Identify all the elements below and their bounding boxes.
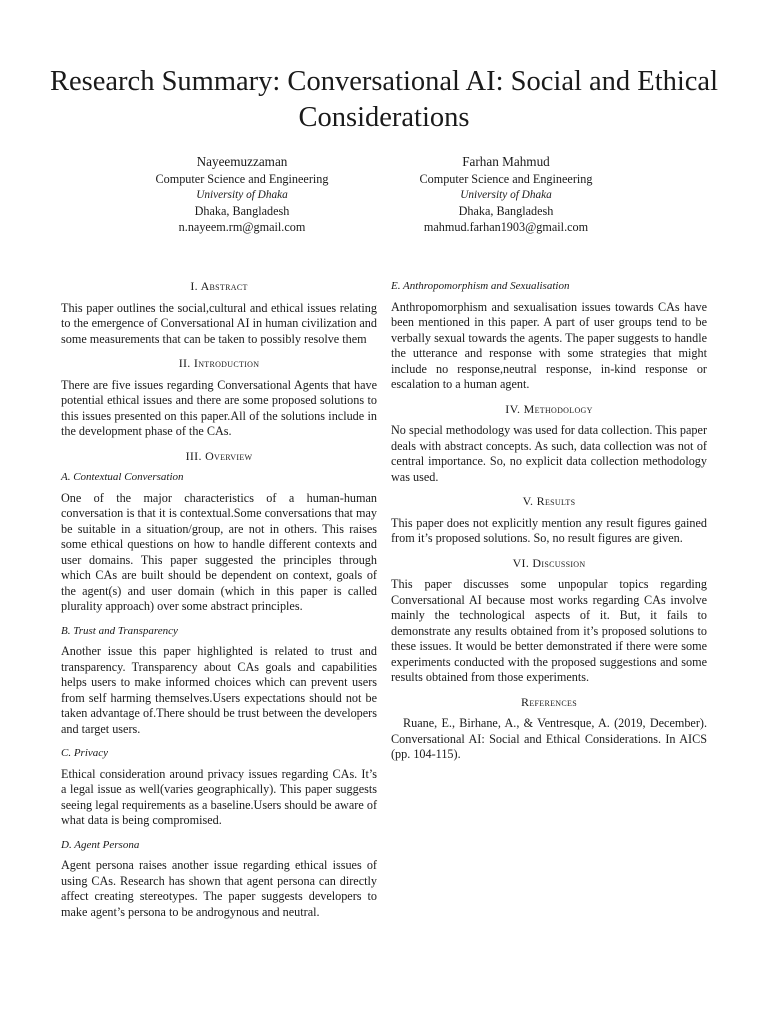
subsection-heading-trust: B. Trust and Transparency xyxy=(61,624,178,637)
introduction-text: There are five issues regarding Conversational Agents that have potential ethical issues and there are some proposed solutions to this issues presented on this paper.All of the solutions include in the development phase of the CAs. xyxy=(61,377,377,438)
results-heading: V. Results xyxy=(522,494,576,508)
author-university: University of Dhaka xyxy=(196,189,288,201)
subsection-heading-persona: D. Agent Persona xyxy=(61,838,140,851)
subsection-text-contextual: One of the major characteristics of a human-human conversation is that it is contextual.Some conversations that may be suitable in a situation/group, are not in others. This raises some ethical questions on how to handle different contexts and user domains. This paper suggested the principles through which CAs are built should be dependent on context, goals of the agent(s) and user domain (which in this paper is called plurality approach) over some abstract principles. xyxy=(61,490,377,613)
right-column xyxy=(391,279,707,772)
author-name: Nayeemuzzaman xyxy=(196,154,288,169)
reference-entry: Ruane, E., Birhane, A., & Ventresque, A. (2019, December). Conversational AI: Social and Ethical Considerations. In AICS (pp. 104-115). xyxy=(391,716,707,761)
paper-title: Research Summary: Conversational AI: Social and Ethical Considerations xyxy=(50,66,718,133)
subsection-heading-anthropomorphism: E. Anthropomorphism and Sexualisation xyxy=(391,280,570,292)
subsection-text-privacy: Ethical consideration around privacy issues regarding CAs. It’s a legal issue as well(varies geographically). This paper suggests seeing legal requirements as a baseline.Users should be aware of what data is being compromised. xyxy=(61,766,377,827)
overview-heading: III. Overview xyxy=(185,448,253,463)
subsection-heading-contextual: A. Contextual Conversation xyxy=(61,471,184,483)
subsection-heading-privacy: C. Privacy xyxy=(61,747,109,759)
abstract-text: This paper outlines the social,cultural and ethical issues relating to the emergence of Conversational AI in human civilization and some measurements that can be taken to possibly resolve them xyxy=(61,300,377,346)
author-email: mahmud.farhan1903@gmail.com xyxy=(423,220,589,234)
author-block-2 xyxy=(376,153,636,235)
author-block-1 xyxy=(112,153,372,235)
introduction-heading: II. Introduction xyxy=(178,356,260,370)
discussion-text: This paper discusses some unpopular topics regarding Conversational AI because most works regarding CAs involve mainly the technological aspects of it. But, it fails to demonstrate any results obtained from it’s proposed solutions to these issues. It would be better demonstrated if there were some experiments conducted with the proposed suggestions and some results obtained from those experiments. xyxy=(391,577,707,684)
author-name: Farhan Mahmud xyxy=(462,154,550,169)
abstract-heading: I. Abstract xyxy=(190,279,248,293)
references-heading: References xyxy=(521,694,577,709)
discussion-heading: VI. Discussion xyxy=(512,555,586,570)
results-text: This paper does not explicitly mention any result figures gained from it’s proposed solutions. So, no result figures are given. xyxy=(391,515,707,545)
author-university: University of Dhaka xyxy=(460,189,552,201)
methodology-heading: IV. Methodology xyxy=(505,401,593,416)
left-column xyxy=(61,279,377,929)
author-location: Dhaka, Bangladesh xyxy=(458,204,554,218)
methodology-text: No special methodology was used for data collection. This paper deals with abstract concepts. As such, data collection was not of central importance. So, no explicit data collection methodology was used. xyxy=(391,423,707,484)
author-email: n.nayeem.rm@gmail.com xyxy=(178,220,306,234)
subsection-text-persona: Agent persona raises another issue regarding ethical issues of using CAs. Research has shown that agent persona can directly affect creating stereotypes. The paper suggests developers to make agent’s persona to be androgynous and neutral. xyxy=(61,858,377,919)
author-location: Dhaka, Bangladesh xyxy=(194,204,290,218)
author-dept: Computer Science and Engineering xyxy=(419,172,593,186)
subsection-text-trust: Another issue this paper highlighted is related to trust and transparency. Transparency about CAs goals and capabilities helps users to make informed choices which can prevent users from self harming themselves.Users expectations should not be taken advantage of.There should be trust between the developers and target users. xyxy=(61,644,377,736)
subsection-text-anthropomorphism: Anthropomorphism and sexualisation issues towards CAs have been mentioned in this paper. A part of user groups tend to be verbally sexual towards the agents. The paper suggests to handle the utterance and response with some strategies that might include no response,neutral response, in-kind response or escalation to a human agent. xyxy=(391,299,707,391)
author-dept: Computer Science and Engineering xyxy=(155,172,329,186)
